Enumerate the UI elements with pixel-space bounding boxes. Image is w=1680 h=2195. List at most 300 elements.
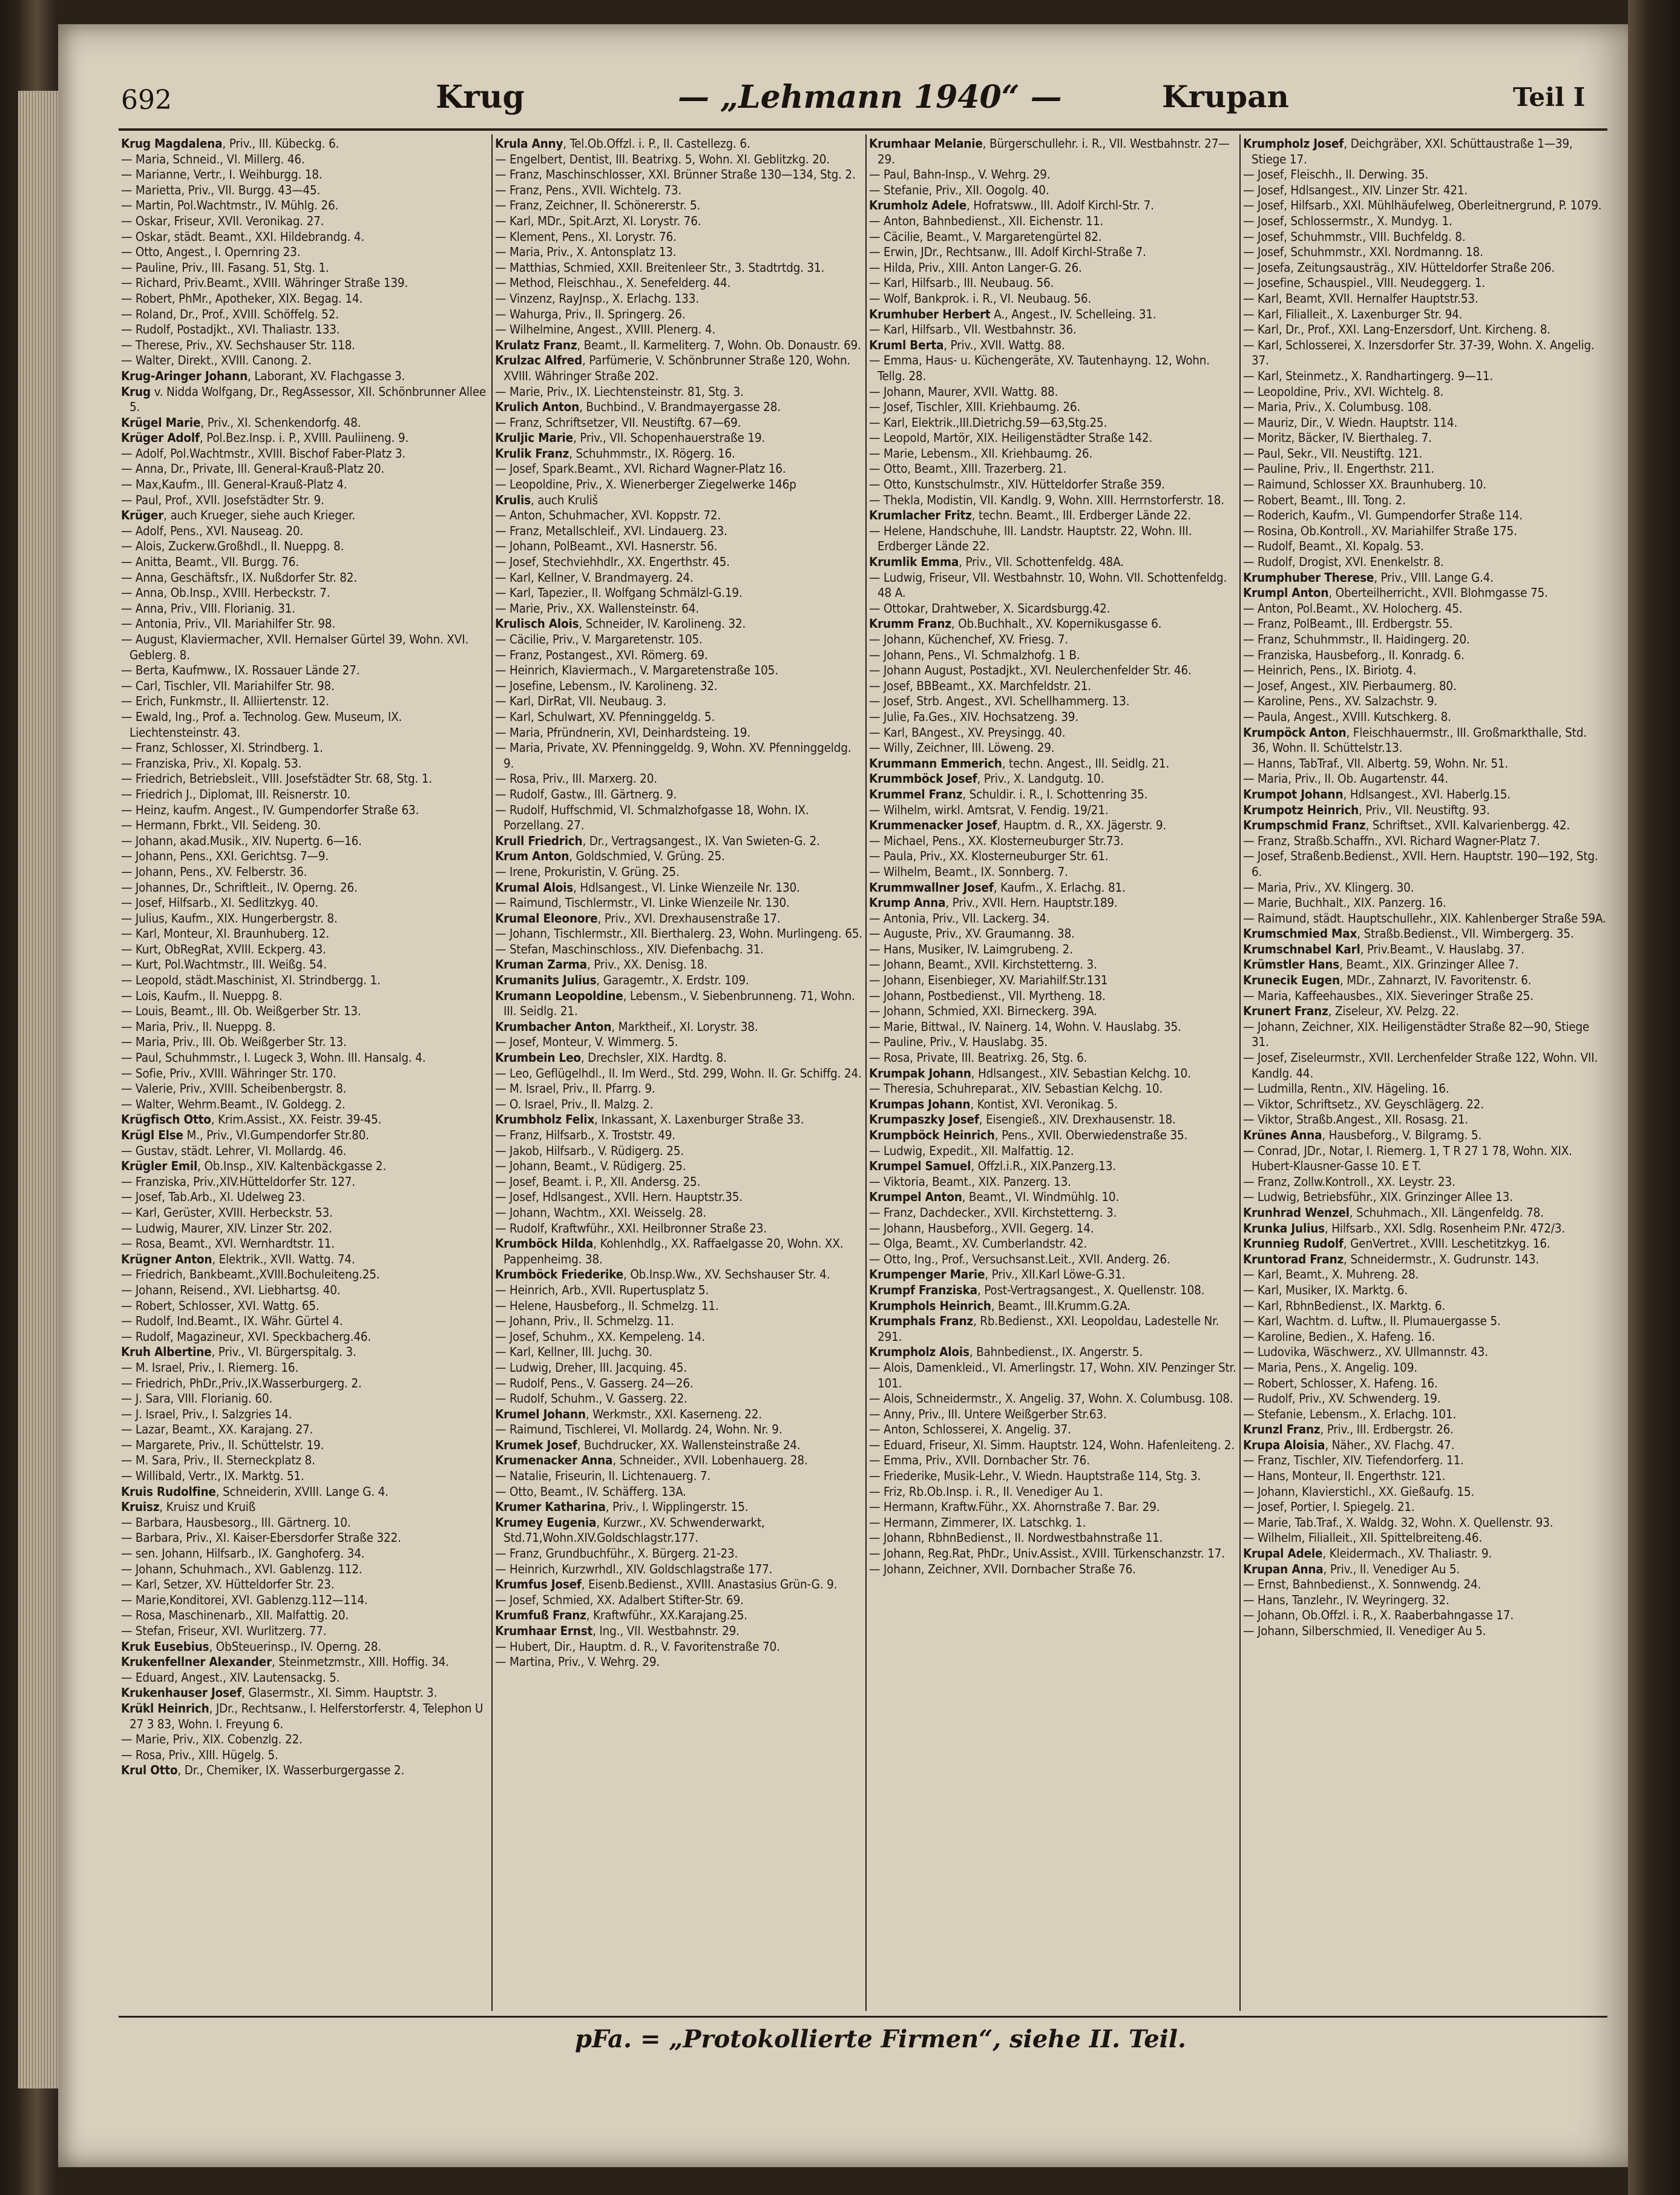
directory-entry: — Franz, Schriftsetzer, VII. Neustiftg. 67—69. [495, 415, 741, 430]
directory-entry: — Paul, Sekr., VII. Neustiftg. 121. [1243, 446, 1423, 461]
directory-entry: Krulis, auch Kruliš [495, 492, 598, 507]
directory-entry: — Josef, Ziseleurmstr., XVII. Lerchenfelder Straße 122, Wohn. VII. Kandlg. 44. [1243, 1050, 1598, 1081]
directory-entry: — Ernst, Bahnbedienst., X. Sonnwendg. 24. [1243, 1577, 1481, 1592]
directory-entry: — Julius, Kaufm., XIX. Hungerbergstr. 8. [121, 910, 338, 926]
directory-entry: — Otto, Beamt., IV. Schäfferg. 13A. [495, 1484, 686, 1499]
directory-entry: — Josef, Schlossermstr., X. Mundyg. 1. [1243, 213, 1452, 228]
directory-entry: — Josef, Strb. Angest., XVI. Schellhammerg. 13. [869, 694, 1130, 709]
directory-entry: — Johann, Reg.Rat, PhDr., Univ.Assist., XVIII. Türkenschanzstr. 17. [869, 1546, 1225, 1561]
directory-entry: Krumpöck Anton, Fleischhauermstr., III. Großmarkthalle, Std. 36, Wohn. II. Schüttelstr.13. [1243, 725, 1587, 755]
directory-entry: — Rudolf, Schuhm., V. Gasserg. 22. [495, 1391, 687, 1406]
directory-entry: — Rosa, Maschinenarb., XII. Malfattig. 20. [121, 1608, 349, 1623]
directory-entry: Krumpot Johann, Hdlsangest., XVI. Haberlg.15. [1243, 786, 1511, 801]
directory-entry: Krükl Heinrich, JDr., Rechtsanw., I. Helferstorferstr. 4, Telephon U 27 3 83, Wohn. I. Freyung 6. [121, 1700, 484, 1731]
directory-entry: Krupan Anna, Priv., II. Venediger Au 5. [1243, 1561, 1460, 1576]
directory-entry: — Martin, Pol.Wachtmstr., IV. Mühlg. 26. [121, 198, 339, 213]
directory-entry: Krumbholz Felix, Inkassant, X. Laxenburger Straße 33. [495, 1112, 804, 1127]
directory-entry: — Ewald, Ing., Prof. a. Technolog. Gew. Museum, IX. Liechtensteinstr. 43. [121, 709, 402, 740]
directory-entry: — Franz, Dachdecker., XVII. Kirchstetterng. 3. [869, 1205, 1117, 1220]
directory-entry: — Robert, Schlosser, X. Hafeng. 16. [1243, 1375, 1438, 1390]
directory-entry: — Julie, Fa.Ges., XIV. Hochsatzeng. 39. [869, 709, 1078, 724]
directory-entry: — Anna, Geschäftsfr., IX. Nußdorfer Str. 82. [121, 570, 357, 585]
directory-entry: — Ludwig, Expedit., XII. Malfattig. 12. [869, 1143, 1074, 1158]
directory-entry: — Karl, Hilfsarb., III. Neubaug. 56. [869, 275, 1054, 291]
directory-entry: Krukenhauser Josef, Glasermstr., XI. Simm. Hauptstr. 3. [121, 1685, 438, 1700]
directory-entry: — Leopold, Martör, XIX. Heiligenstädter Straße 142. [869, 430, 1153, 446]
directory-entry: — Erwin, JDr., Rechtsanw., III. Adolf Kirchl-Straße 7. [869, 245, 1146, 260]
directory-entry: — Walter, Direkt., XVIII. Canong. 2. [121, 353, 312, 368]
directory-entry: — Johann, akad.Musik., XIV. Nupertg. 6—16. [121, 833, 362, 848]
directory-entry: — Viktor, Straßb.Angest., XII. Rosasg. 21. [1243, 1112, 1469, 1127]
directory-entry: — Johann, Schuhmach., XVI. Gablenzg. 112. [121, 1561, 363, 1576]
directory-entry: — Adolf, Pol.Wachtmstr., XVIII. Bischof Faber-Platz 3. [121, 446, 406, 461]
directory-entry: — Johann, Wachtm., XXI. Weisselg. 28. [495, 1205, 706, 1220]
directory-entry: — Friedrich J., Diplomat, III. Reisnerstr. 10. [121, 786, 351, 801]
directory-entry: — Karl, Steinmetz., X. Randhartingerg. 9—11. [1243, 368, 1494, 383]
directory-entry: — Stefan, Maschinschloss., XIV. Diefenbachg. 31. [495, 941, 764, 956]
directory-entry: — Franz, PolBeamt., III. Erdbergstr. 55. [1243, 616, 1453, 631]
directory-entry: — Wahurga, Priv., II. Springerg. 26. [495, 306, 686, 321]
directory-entry: — Eduard, Angest., XIV. Lautensackg. 5. [121, 1670, 340, 1685]
directory-entry: — Johann, Klavierstichl., XX. Gießaufg. 15. [1243, 1484, 1475, 1499]
directory-entry: — Alois, Zuckerw.Großhdl., II. Nueppg. 8. [121, 539, 344, 554]
directory-entry: — Leo, Geflügelhdl., II. Im Werd., Std. 299, Wohn. II. Gr. Schiffg. 24. [495, 1065, 862, 1081]
directory-entry: — Oskar, Friseur, XVII. Veronikag. 27. [121, 213, 324, 228]
directory-entry: Krumpl Anton, Oberteilherricht., XVII. Blohmgasse 75. [1243, 585, 1548, 601]
directory-entry: Krulisch Alois, Schneider, IV. Karolineng. 32. [495, 616, 746, 631]
directory-entry: — Maria, Priv., II. Ob. Augartenstr. 44. [1243, 771, 1448, 786]
footer-note: pFa. = „Protokollierte Firmen“, siehe II. Teil. [575, 2025, 1186, 2053]
directory-entry: — Rudolf, Ind.Beamt., IX. Währ. Gürtel 4. [121, 1314, 343, 1329]
directory-entry: — Karl, Musiker, IX. Marktg. 6. [1243, 1282, 1408, 1297]
directory-entry: Krummböck Josef, Priv., X. Landgutg. 10. [869, 771, 1104, 786]
directory-entry: — Karl, DirRat, VII. Neubaug. 3. [495, 694, 666, 709]
directory-entry: — Franz, Schlosser, XI. Strindberg. 1. [121, 740, 323, 755]
directory-entry: — Rosa, Priv., III. Marxerg. 20. [495, 771, 657, 786]
directory-entry: — Ottokar, Drahtweber, X. Sicardsburgg.42. [869, 601, 1111, 616]
directory-entry: Krukenfellner Alexander, Steinmetzmstr., XIII. Hoffig. 34. [121, 1654, 449, 1670]
directory-entry: — Otto, Kunstschulmstr., XIV. Hütteldorfer Straße 359. [869, 477, 1165, 492]
directory-entry: — Barbara, Priv., XI. Kaiser-Ebersdorfer Straße 322. [121, 1530, 401, 1545]
directory-entry: Krügner Anton, Elektrik., XVII. Wattg. 74. [121, 1251, 355, 1266]
directory-entry: — Leopoldine, Priv., X. Wienerberger Ziegelwerke 146p [495, 477, 796, 492]
directory-entry: Kruman Zarma, Priv., XX. Denisg. 18. [495, 957, 707, 972]
directory-entry: — Ludmilla, Rentn., XIV. Hägeling. 16. [1243, 1081, 1449, 1096]
directory-entry: — Engelbert, Dentist, III. Beatrixg. 5, Wohn. XI. Geblitzkg. 20. [495, 151, 830, 166]
directory-entry: — Franz, Maschinschlosser, XXI. Brünner Straße 130—134, Stg. 2. [495, 167, 856, 182]
directory-entry: Krulik Franz, Schuhmmstr., IX. Rögerg. 16. [495, 446, 735, 461]
directory-entry: — Margarete, Priv., II. Schüttelstr. 19. [121, 1437, 324, 1452]
directory-column-2 [495, 136, 864, 2019]
directory-entry: — Maria, Priv., XV. Klingerg. 30. [1243, 880, 1414, 895]
directory-entry: — Johann, Reisend., XVI. Liebhartsg. 40. [121, 1282, 341, 1297]
directory-entry: — Robert, Schlosser, XVI. Wattg. 65. [121, 1298, 320, 1313]
directory-entry: Krumholz Adele, Hofratsww., III. Adolf Kirchl-Str. 7. [869, 198, 1154, 213]
directory-entry: — Max,Kaufm., III. General-Krauß-Platz 4. [121, 477, 347, 492]
directory-entry: — Wolf, Bankprok. i. R., VI. Neubaug. 56. [869, 291, 1092, 306]
directory-entry: — Johann, PolBeamt., XVI. Hasnerstr. 56. [495, 539, 718, 554]
directory-entry: Krunert Franz, Ziseleur, XV. Pelzg. 22. [1243, 1004, 1459, 1019]
directory-entry: Krummwallner Josef, Kaufm., X. Erlachg. 81. [869, 880, 1126, 895]
directory-entry: — Michael, Pens., XX. Klosterneuburger Str.73. [869, 833, 1124, 848]
directory-entry: — Hermann, Zimmerer, IX. Latschkg. 1. [869, 1515, 1086, 1530]
directory-entry: — Marie, Bittwal., IV. Nainerg. 14, Wohn. V. Hauslabg. 35. [869, 1019, 1181, 1034]
directory-entry: — Adolf, Pens., XVI. Nauseag. 20. [121, 523, 304, 538]
directory-entry: — Johann, Maurer, XVII. Wattg. 88. [869, 384, 1058, 399]
directory-entry: — Anny, Priv., III. Untere Weißgerber Str.63. [869, 1406, 1107, 1421]
directory-entry: Kruis Rudolfine, Schneiderin, XVIII. Lange G. 4. [121, 1484, 389, 1499]
directory-title: — „Lehmann 1940“ — [678, 79, 1062, 116]
directory-entry: Krumanits Julius, Garagemtr., X. Erdstr. 109. [495, 973, 749, 988]
directory-entry: — Franz, Zollw.Kontroll., XX. Leystr. 23. [1243, 1174, 1455, 1189]
page-number: 692 [121, 85, 172, 116]
directory-entry: — Marie, Priv., IX. Liechtensteinstr. 81, Stg. 3. [495, 384, 744, 399]
directory-entry: — Barbara, Hausbesorg., III. Gärtnerg. 10. [121, 1515, 351, 1530]
directory-entry: Krumhaar Ernst, Ing., VII. Westbahnstr. 29. [495, 1624, 740, 1638]
directory-entry: — Johann, Beamt., V. Rüdigerg. 25. [495, 1159, 686, 1174]
directory-entry: Krumphols Heinrich, Beamt., III.Krumm.G.2A. [869, 1298, 1130, 1313]
directory-entry: Krumböck Friederike, Ob.Insp.Ww., XV. Sechshauser Str. 4. [495, 1267, 830, 1282]
directory-entry: Krumpel Anton, Beamt., VI. Windmühlg. 10. [869, 1190, 1120, 1205]
directory-entry: — Auguste, Priv., XV. Graumanng. 38. [869, 926, 1075, 941]
directory-entry: — Josef, Hilfsarb., XXI. Mühlhäufelweg, Oberleitnergrund, P. 1079. [1243, 198, 1602, 213]
directory-entry: — Valerie, Priv., XVIII. Scheibenbergstr. 8. [121, 1081, 347, 1096]
directory-entry: — Otto, Beamt., XIII. Trazerberg. 21. [869, 461, 1067, 476]
directory-entry: Krumpenger Marie, Priv., XII.Karl Löwe-G.31. [869, 1267, 1126, 1282]
directory-entry: — Karl, Hilfsarb., VII. Westbahnstr. 36. [869, 322, 1077, 337]
directory-entry: — Cäcilie, Priv., V. Margaretenstr. 105. [495, 632, 703, 647]
directory-entry: — Gustav, städt. Lehrer, VI. Mollardg. 46. [121, 1143, 347, 1158]
directory-entry: — Franz, Pens., XVII. Wichtelg. 73. [495, 182, 682, 197]
directory-entry: — Pauline, Priv., II. Engerthstr. 211. [1243, 461, 1435, 476]
directory-entry: — Franz, Hilfsarb., X. Troststr. 49. [495, 1128, 675, 1142]
directory-entry: — Josef, Spark.Beamt., XVI. Richard Wagner-Platz 16. [495, 461, 786, 476]
directory-entry: — Josef, Fleischh., II. Derwing. 35. [1243, 167, 1429, 182]
directory-entry: Krug-Aringer Johann, Laborant, XV. Flachgasse 3. [121, 368, 405, 383]
directory-entry: — Franz, Zeichner, II. Schönererstr. 5. [495, 198, 701, 213]
directory-entry: Krumschnabel Karl, Priv.Beamt., V. Hauslabg. 37. [1243, 941, 1524, 956]
directory-entry: — Josefine, Schauspiel., VIII. Neudeggerg. 1. [1243, 275, 1485, 291]
directory-entry: — Johann, Zeichner, XVII. Dornbacher Straße 76. [869, 1561, 1136, 1576]
directory-entry: — Sofie, Priv., XVIII. Währinger Str. 170. [121, 1065, 336, 1081]
directory-entry: — Conrad, JDr., Notar, I. Riemerg. 1, T R 27 1 78, Wohn. XIX. Hubert-Klausner-Gasse 10. E T. [1243, 1143, 1572, 1174]
directory-entry: Krumek Josef, Buchdrucker, XX. Wallensteinstraße 24. [495, 1437, 801, 1452]
directory-entry: — Alois, Schneidermstr., X. Angelig. 37, Wohn. X. Columbusg. 108. [869, 1391, 1233, 1406]
directory-entry: — Heinrich, Pens., IX. Biriotg. 4. [1243, 663, 1417, 678]
directory-entry: — Johann, Hausbeforg., XVII. Gegerg. 14. [869, 1220, 1094, 1236]
directory-entry: — Heinrich, Kurzwrhdl., XIV. Goldschlagstraße 177. [495, 1561, 773, 1576]
directory-entry: — Rosa, Priv., XIII. Hügelg. 5. [121, 1747, 278, 1762]
directory-entry: Krügfisch Otto, Krim.Assist., XX. Feistr. 39-45. [121, 1112, 382, 1127]
directory-entry: — Richard, Priv.Beamt., XVIII. Währinger Straße 139. [121, 275, 409, 291]
directory-entry: — M. Sara, Priv., II. Sterneckplatz 8. [121, 1453, 315, 1468]
directory-entry: Krummenacker Josef, Hauptm. d. R., XX. Jägerstr. 9. [869, 818, 1167, 833]
directory-entry: — Walter, Wehrm.Beamt., IV. Goldegg. 2. [121, 1096, 346, 1111]
directory-entry: — Anton, Schlosserei, X. Angelig. 37. [869, 1422, 1071, 1437]
directory-entry: — Theresia, Schuhreparat., XIV. Sebastian Kelchg. 10. [869, 1081, 1163, 1096]
directory-entry: — Karl, Schlosserei, X. Inzersdorfer Str. 37-39, Wohn. X. Angelig. 37. [1243, 337, 1595, 368]
directory-entry: Krummann Emmerich, techn. Angest., III. Seidlg. 21. [869, 755, 1169, 771]
directory-entry: — Karl, Filialleit., X. Laxenburger Str. 94. [1243, 306, 1463, 321]
directory-entry: — Maria, Priv., III. Ob. Weißgerber Str. 13. [121, 1035, 347, 1050]
directory-entry: — Maria, Priv., X. Columbusg. 108. [1243, 400, 1432, 415]
directory-entry: — Ludwig, Maurer, XIV. Linzer Str. 202. [121, 1220, 332, 1236]
directory-entry: Krumpel Samuel, Offzl.i.R., XIX.Panzerg.13. [869, 1159, 1116, 1174]
directory-entry: Krummel Franz, Schuldir. i. R., I. Schottenring 35. [869, 786, 1148, 801]
directory-entry: — Leopold, städt.Maschinist, XI. Strindbergg. 1. [121, 973, 381, 988]
directory-entry: Krüger Adolf, Pol.Bez.Insp. i. P., XVIII. Pauliineng. 9. [121, 430, 409, 446]
directory-entry: — Marietta, Priv., VII. Burgg. 43—45. [121, 182, 321, 197]
directory-entry: — Wilhelm, wirkl. Amtsrat, V. Fendig. 19/21. [869, 802, 1109, 817]
directory-entry: — Karl, Monteur, XI. Braunhuberg. 12. [121, 926, 329, 941]
directory-entry: — Ludwig, Betriebsführ., XIX. Grinzinger Allee 13. [1243, 1190, 1513, 1205]
directory-entry: — Johann, Tischlermstr., XII. Bierthalerg. 23, Wohn. Murlingeng. 65. [495, 926, 862, 941]
directory-entry: — Alois, Damenkleid., VI. Amerlingstr. 17, Wohn. XIV. Penzinger Str. 101. [869, 1360, 1236, 1390]
directory-entry: — Emma, Haus- u. Küchengeräte, XV. Tautenhayng. 12, Wohn. Tellg. 28. [869, 353, 1210, 383]
directory-entry: — Paula, Angest., XVIII. Kutschkerg. 8. [1243, 709, 1451, 724]
directory-entry: — Rudolf, Gastw., III. Gärtnerg. 9. [495, 786, 677, 801]
directory-entry: — Karl, Tapezier., II. Wolfgang Schmälzl-G.19. [495, 585, 743, 601]
directory-entry: — J. Sara, VIII. Florianig. 60. [121, 1391, 273, 1406]
directory-entry: — Lazar, Beamt., XX. Karajang. 27. [121, 1422, 313, 1437]
directory-entry: — Hanns, TabTraf., VII. Albertg. 59, Wohn. Nr. 51. [1243, 755, 1509, 771]
directory-entry: — Rudolf, Magazineur, XVI. Speckbacherg.46. [121, 1329, 371, 1344]
directory-entry: — Heinrich, Klaviermach., V. Margaretenstraße 105. [495, 663, 778, 678]
directory-entry: — Rudolf, Postadjkt., XVI. Thaliastr. 133. [121, 322, 340, 337]
directory-entry: Krumann Leopoldine, Lebensm., V. Siebenbrunneng. 71, Wohn. III. Seidlg. 21. [495, 988, 855, 1019]
directory-entry: — Stefan, Friseur, XVI. Wurlitzerg. 77. [121, 1624, 327, 1638]
directory-entry: — Rosina, Ob.Kontroll., XV. Mariahilfer Straße 175. [1243, 523, 1517, 538]
directory-entry: — Maria, Private, XV. Pfenninggeldg. 9, Wohn. XV. Pfenninggeldg. 9. [495, 740, 851, 771]
directory-entry: — Josef, Stechviehhdlr., XX. Engerthstr. 45. [495, 555, 730, 570]
directory-entry: — Karl, RbhnBedienst., IX. Marktg. 6. [1243, 1298, 1446, 1313]
header-first-entry: Krug [436, 79, 525, 116]
directory-entry: — Leopoldine, Priv., XVI. Wichtelg. 8. [1243, 384, 1444, 399]
directory-entry: — Willibald, Vertr., IX. Marktg. 51. [121, 1469, 304, 1484]
directory-entry: — Kurt, ObRegRat, XVIII. Eckperg. 43. [121, 941, 326, 956]
directory-entry: — Paul, Prof., XVII. Josefstädter Str. 9. [121, 492, 324, 507]
directory-entry: Krumphals Franz, Rb.Bedienst., XXI. Leopoldau, Ladestelle Nr. 291. [869, 1314, 1219, 1344]
directory-entry: — M. Israel, Priv., II. Pfarrg. 9. [495, 1081, 655, 1096]
directory-entry: — Kurt, Pol.Wachtmstr., III. Weißg. 54. [121, 957, 327, 972]
directory-entry: — Marie, Priv., XX. Wallensteinstr. 64. [495, 601, 699, 616]
directory-entry: Krumböck Hilda, Kohlenhdlg., XX. Raffaelgasse 20, Wohn. XX. Pappenheimg. 38. [495, 1236, 844, 1266]
directory-entry: Krügl Else M., Priv., VI.Gumpendorfer Str.80. [121, 1128, 369, 1142]
directory-entry: Krug Magdalena, Priv., III. Kübeckg. 6. [121, 136, 340, 151]
directory-entry: — Louis, Beamt., III. Ob. Weißgerber Str. 13. [121, 1004, 361, 1019]
directory-entry: — Josefine, Lebensm., IV. Karolineng. 32. [495, 678, 718, 693]
directory-entry: — Hubert, Dir., Hauptm. d. R., V. Favoritenstraße 70. [495, 1639, 780, 1654]
directory-entry: Krumphuber Therese, Priv., VIII. Lange G.4. [1243, 570, 1494, 585]
column-divider [865, 134, 867, 2011]
directory-entry: Krumpaszky Josef, Eisengieß., XIV. Drexhausenstr. 18. [869, 1112, 1176, 1127]
directory-entry: — Johann, Pens., VI. Schmalzhofg. 1 B. [869, 647, 1080, 662]
directory-entry: — Maria, Pfründnerin, XVI, Deinhardsteing. 19. [495, 725, 750, 740]
directory-entry: — Carl, Tischler, VII. Mariahilfer Str. 98. [121, 678, 335, 693]
directory-entry: — Maria, Pens., X. Angelig. 109. [1243, 1360, 1417, 1375]
directory-entry: Krumbein Leo, Drechsler, XIX. Hardtg. 8. [495, 1050, 727, 1065]
directory-entry: Kruml Berta, Priv., XVII. Wattg. 88. [869, 337, 1065, 352]
directory-entry: — Karoline, Pens., XV. Salzachstr. 9. [1243, 694, 1438, 709]
directory-entry: — Karl, Elektrik.,III.Dietrichg.59—63,Stg.25. [869, 415, 1107, 430]
directory-entry: — Franziska, Priv.,XIV.Hütteldorfer Str. 127. [121, 1174, 355, 1189]
directory-entry: Krünes Anna, Hausbeforg., V. Bilgramg. 5. [1243, 1128, 1482, 1142]
directory-entry: — Karl, Beamt, XVII. Hernalfer Hauptstr.53. [1243, 291, 1478, 306]
directory-entry: — Erich, Funkmstr., II. Alliiertenstr. 12. [121, 694, 329, 709]
directory-entry: Krumbacher Anton, Marktheif., XI. Lorystr. 38. [495, 1019, 758, 1034]
directory-entry: — Hans, Musiker, IV. Laimgrubeng. 2. [869, 941, 1073, 956]
directory-entry: — Hans, Tanzlehr., IV. Weyringerg. 32. [1243, 1592, 1449, 1607]
directory-entry: — Antonia, Priv., VII. Mariahilfer Str. 98. [121, 616, 335, 631]
directory-entry: Krupal Adele, Kleidermach., XV. Thaliastr. 9. [1243, 1546, 1492, 1561]
directory-entry: — Josef, Beamt. i. P., XII. Andersg. 25. [495, 1174, 701, 1189]
header-last-entry: Krupan [1162, 79, 1289, 114]
directory-entry: — Josef, Straßenb.Bedienst., XVII. Hern. Hauptstr. 190—192, Stg. 6. [1243, 849, 1598, 879]
directory-entry: — Karl, Kellner, V. Brandmayerg. 24. [495, 570, 694, 585]
directory-entry: — Klement, Pens., XI. Lorystr. 76. [495, 229, 677, 244]
directory-entry: — Rudolf, Priv., XV. Schwenderg. 19. [1243, 1391, 1441, 1406]
directory-entry: — Josef, Tischler, XIII. Kriehbaumg. 26. [869, 400, 1081, 415]
directory-entry: — Johann, RbhnBedienst., II. Nordwestbahnstraße 11. [869, 1530, 1163, 1545]
directory-entry: — Helene, Hausbeforg., II. Schmelzg. 11. [495, 1298, 719, 1313]
directory-entry: Krügel Marie, Priv., XI. Schenkendorfg. 48. [121, 415, 361, 430]
directory-entry: Krulich Anton, Buchbind., V. Brandmayergasse 28. [495, 400, 781, 415]
directory-entry: — Josef, Schuhmmstr., VIII. Buchfeldg. 8. [1243, 229, 1466, 244]
directory-entry: — Karl, Wachtm. d. Luftw., II. Plumauergasse 5. [1243, 1314, 1501, 1329]
directory-entry: — Friedrich, Betriebsleit., VIII. Josefstädter Str. 68, Stg. 1. [121, 771, 432, 786]
directory-entry: — Karl, Gerüster, XVIII. Herbeckstr. 53. [121, 1205, 333, 1220]
directory-entry: — Johann, Küchenchef, XV. Friesg. 7. [869, 632, 1069, 647]
directory-entry: — Paul, Bahn-Insp., V. Wehrg. 29. [869, 167, 1051, 182]
directory-entry: Krulzac Alfred, Parfümerie, V. Schönbrunner Straße 120, Wohn. XVIII. Währinger Straße 202. [495, 353, 851, 383]
directory-entry: — Roderich, Kaufm., VI. Gumpendorfer Straße 114. [1243, 508, 1523, 523]
directory-entry: — Rudolf, Pens., V. Gasserg. 24—26. [495, 1375, 694, 1390]
directory-entry: — Marie, Buchhalt., XIX. Panzerg. 16. [1243, 895, 1446, 910]
directory-entry: Kruh Albertine, Priv., VI. Bürgerspitalg. 3. [121, 1344, 356, 1360]
directory-entry: — Hermann, Fbrkt., VII. Seideng. 30. [121, 818, 321, 833]
directory-entry: Krull Friedrich, Dr., Vertragsangest., IX. Van Swieten-G. 2. [495, 833, 820, 848]
directory-entry: — Stefanie, Priv., XII. Oogolg. 40. [869, 182, 1049, 197]
directory-entry: — Ludovika, Wäschwerz., XV. Ullmannstr. 43. [1243, 1344, 1488, 1360]
directory-entry: — Rudolf, Drogist, XVI. Enenkelstr. 8. [1243, 555, 1444, 570]
directory-entry: Krunecik Eugen, MDr., Zahnarzt, IV. Favoritenstr. 6. [1243, 973, 1532, 988]
directory-entry: — Berta, Kaufmww., IX. Rossauer Lände 27. [121, 663, 360, 678]
directory-entry: — Johannes, Dr., Schriftleit., IV. Operng. 26. [121, 880, 358, 895]
directory-entry: — Stefanie, Lebensm., X. Erlachg. 101. [1243, 1406, 1457, 1421]
directory-entry: — M. Israel, Priv., I. Riemerg. 16. [121, 1360, 299, 1375]
directory-entry: Kruk Eusebius, ObSteuerinsp., IV. Operng. 28. [121, 1639, 381, 1654]
directory-entry: — Franz, Metallschleif., XVI. Lindauerg. 23. [495, 523, 727, 538]
directory-entry: — Otto, Angest., I. Opernring 23. [121, 245, 301, 260]
directory-entry: — Natalie, Friseurin, II. Lichtenauerg. 7. [495, 1469, 711, 1484]
directory-entry: Krunzl Franz, Priv., III. Erdbergstr. 26. [1243, 1422, 1454, 1437]
directory-entry: — Eduard, Friseur, XI. Simm. Hauptstr. 124, Wohn. Hafenleiteng. 2. [869, 1437, 1235, 1452]
directory-entry: — Robert, PhMr., Apotheker, XIX. Begag. 14. [121, 291, 363, 306]
directory-entry: — Mauriz, Dir., V. Wiedn. Hauptstr. 114. [1243, 415, 1458, 430]
directory-entry: — Raimund, städt. Hauptschullehr., XIX. Kahlenberger Straße 59A. [1243, 910, 1606, 926]
directory-entry: — Heinrich, Arb., XVII. Rupertusplatz 5. [495, 1282, 709, 1297]
directory-entry: — Johann, Pens., XV. Felberstr. 36. [121, 864, 307, 879]
directory-entry: — Johann, Postbedienst., VII. Myrtheng. 18. [869, 988, 1106, 1003]
directory-entry: — Johann, Zeichner, XIX. Heiligenstädter Straße 82—90, Stiege 31. [1243, 1019, 1590, 1050]
directory-entry: Krumlacher Fritz, techn. Beamt., III. Erdberger Lände 22. [869, 508, 1191, 523]
directory-entry: — Franz, Straßb.Schaffn., XVI. Richard Wagner-Platz 7. [1243, 833, 1540, 848]
directory-entry: — Franz, Tischler, XIV. Tiefendorferg. 11. [1243, 1453, 1464, 1468]
directory-entry: Krumfuß Franz, Kraftwführ., XX.Karajang.25. [495, 1608, 747, 1623]
directory-entry: — Franz, Grundbuchführ., X. Bürgerg. 21-23. [495, 1546, 738, 1561]
directory-entry: — Karl, Setzer, XV. Hütteldorfer Str. 23. [121, 1577, 335, 1592]
directory-entry: — Friz, Rb.Ob.Insp. i. R., II. Venediger Au 1. [869, 1484, 1103, 1499]
directory-entry: — Martina, Priv., V. Wehrg. 29. [495, 1654, 660, 1670]
directory-entry: — Josef, Tab.Arb., XI. Udelweg 23. [121, 1190, 306, 1205]
directory-column-3 [869, 136, 1238, 2019]
directory-entry: — Maria, Kaffeehausbes., XIX. Sieveringer Straße 25. [1243, 988, 1534, 1003]
directory-entry: — Maria, Schneid., VI. Millerg. 46. [121, 151, 305, 166]
directory-entry: — Pauline, Priv., III. Fasang. 51, Stg. 1. [121, 260, 329, 275]
directory-entry: — Therese, Priv., XV. Sechshauser Str. 118. [121, 337, 355, 352]
directory-entry: Krumpholz Josef, Deichgräber, XXI. Schüttaustraße 1—39, Stiege 17. [1243, 136, 1573, 166]
directory-entry: — Oskar, städt. Beamt., XXI. Hildebrandg. 4. [121, 229, 364, 244]
directory-entry: — Rudolf, Kraftwführ., XXI. Heilbronner Straße 23. [495, 1220, 767, 1236]
directory-entry: — Anna, Priv., VIII. Florianig. 31. [121, 601, 295, 616]
directory-entry: — Hermann, Kraftw.Führ., XX. Ahornstraße 7. Bar. 29. [869, 1499, 1160, 1515]
directory-entry: Krumpotz Heinrich, Priv., VII. Neustiftg. 93. [1243, 802, 1490, 817]
directory-entry: — Ludwig, Dreher, III. Jacquing. 45. [495, 1360, 687, 1375]
directory-entry: — Rosa, Beamt., XVI. Wernhardtstr. 11. [121, 1236, 335, 1251]
directory-entry: Krumm Franz, Ob.Buchhalt., XV. Kopernikusgasse 6. [869, 616, 1162, 631]
directory-entry: Krumal Alois, Hdlsangest., VI. Linke Wienzeile Nr. 130. [495, 880, 800, 895]
directory-entry: — Matthias, Schmied, XXII. Breitenleer Str., 3. Stadtrtdg. 31. [495, 260, 825, 275]
directory-entry: — Jakob, Hilfsarb., V. Rüdigerg. 25. [495, 1143, 684, 1158]
directory-entry: — O. Israel, Priv., II. Malzg. 2. [495, 1096, 654, 1111]
directory-entry: — Raimund, Schlosser XX. Braunhuberg. 10. [1243, 477, 1486, 492]
directory-entry: — Johann, Eisenbieger, XV. Mariahilf.Str.131 [869, 973, 1108, 988]
directory-entry: Krulatz Franz, Beamt., II. Karmeliterg. 7, Wohn. Ob. Donaustr. 69. [495, 337, 861, 352]
directory-column-4 [1243, 136, 1606, 2019]
directory-entry: Krumpschmid Franz, Schriftset., XVII. Kalvarienbergg. 42. [1243, 818, 1570, 833]
directory-entry: Krumpf Franziska, Post-Vertragsangest., X. Quellenstr. 108. [869, 1282, 1205, 1297]
directory-entry: — Josefa, Zeitungsausträg., XIV. Hütteldorfer Straße 206. [1243, 260, 1555, 275]
directory-entry: — Josef, Angest., XIV. Pierbaumerg. 80. [1243, 678, 1457, 693]
directory-entry: — Johann, Schmied, XXI. Birneckerg. 39A. [869, 1004, 1097, 1019]
directory-entry: — Pauline, Priv., V. Hauslabg. 35. [869, 1035, 1048, 1050]
directory-entry: — Josef, Monteur, V. Wimmerg. 5. [495, 1035, 678, 1050]
directory-entry: — Friederike, Musik-Lehr., V. Wiedn. Hauptstraße 114, Stg. 3. [869, 1469, 1201, 1484]
directory-entry: — Josef, Hdlsangest., XIV. Linzer Str. 421. [1243, 182, 1468, 197]
directory-entry: — August, Klaviermacher, XVII. Hernalser Gürtel 39, Wohn. XVI. Geblerg. 8. [121, 632, 469, 662]
directory-entry: — Johann, Silberschmied, II. Venediger Au 5. [1243, 1624, 1486, 1638]
column-divider [1239, 134, 1241, 2011]
directory-entry: Krum Anton, Goldschmied, V. Grüng. 25. [495, 849, 725, 864]
directory-entry: — Karl, Kellner, III. Juchg. 30. [495, 1344, 653, 1360]
directory-entry: Krumhaar Melanie, Bürgerschullehr. i. R., VII. Westbahnstr. 27—29. [869, 136, 1230, 166]
directory-entry: — Josef, Hilfsarb., XI. Sedlitzkyg. 40. [121, 895, 319, 910]
directory-entry: — Karoline, Bedien., X. Hafeng. 16. [1243, 1329, 1435, 1344]
directory-entry: — Viktor, Schriftsetz., XV. Geyschlägerg. 22. [1243, 1096, 1484, 1111]
directory-entry: — Olga, Beamt., XV. Cumberlandstr. 42. [869, 1236, 1088, 1251]
directory-entry: — Rudolf, Huffschmid, VI. Schmalzhofgasse 18, Wohn. IX. Porzellang. 27. [495, 802, 809, 833]
directory-entry: — Marie, Priv., XIX. Cobenzlg. 22. [121, 1732, 303, 1747]
directory-entry: Krupa Aloisia, Näher., XV. Flachg. 47. [1243, 1437, 1455, 1452]
directory-entry: — Emma, Priv., XVII. Dornbacher Str. 76. [869, 1453, 1090, 1468]
directory-entry: Krumey Eugenia, Kurzwr., XV. Schwenderwarkt, Std.71,Wohn.XIV.Goldschlagstr.177. [495, 1515, 765, 1545]
directory-entry: — Viktoria, Beamt., XIX. Panzerg. 13. [869, 1174, 1071, 1189]
directory-entry: — Franziska, Hausbeforg., II. Konradg. 6. [1243, 647, 1465, 662]
part-label: Teil I [1513, 82, 1586, 112]
directory-entry: — Friedrich, Bankbeamt.,XVIII.Bochuleiteng.25. [121, 1267, 380, 1282]
directory-entry: — Paul, Schuhmmstr., I. Lugeck 3, Wohn. III. Hansalg. 4. [121, 1050, 426, 1065]
page-edges [18, 91, 61, 2088]
